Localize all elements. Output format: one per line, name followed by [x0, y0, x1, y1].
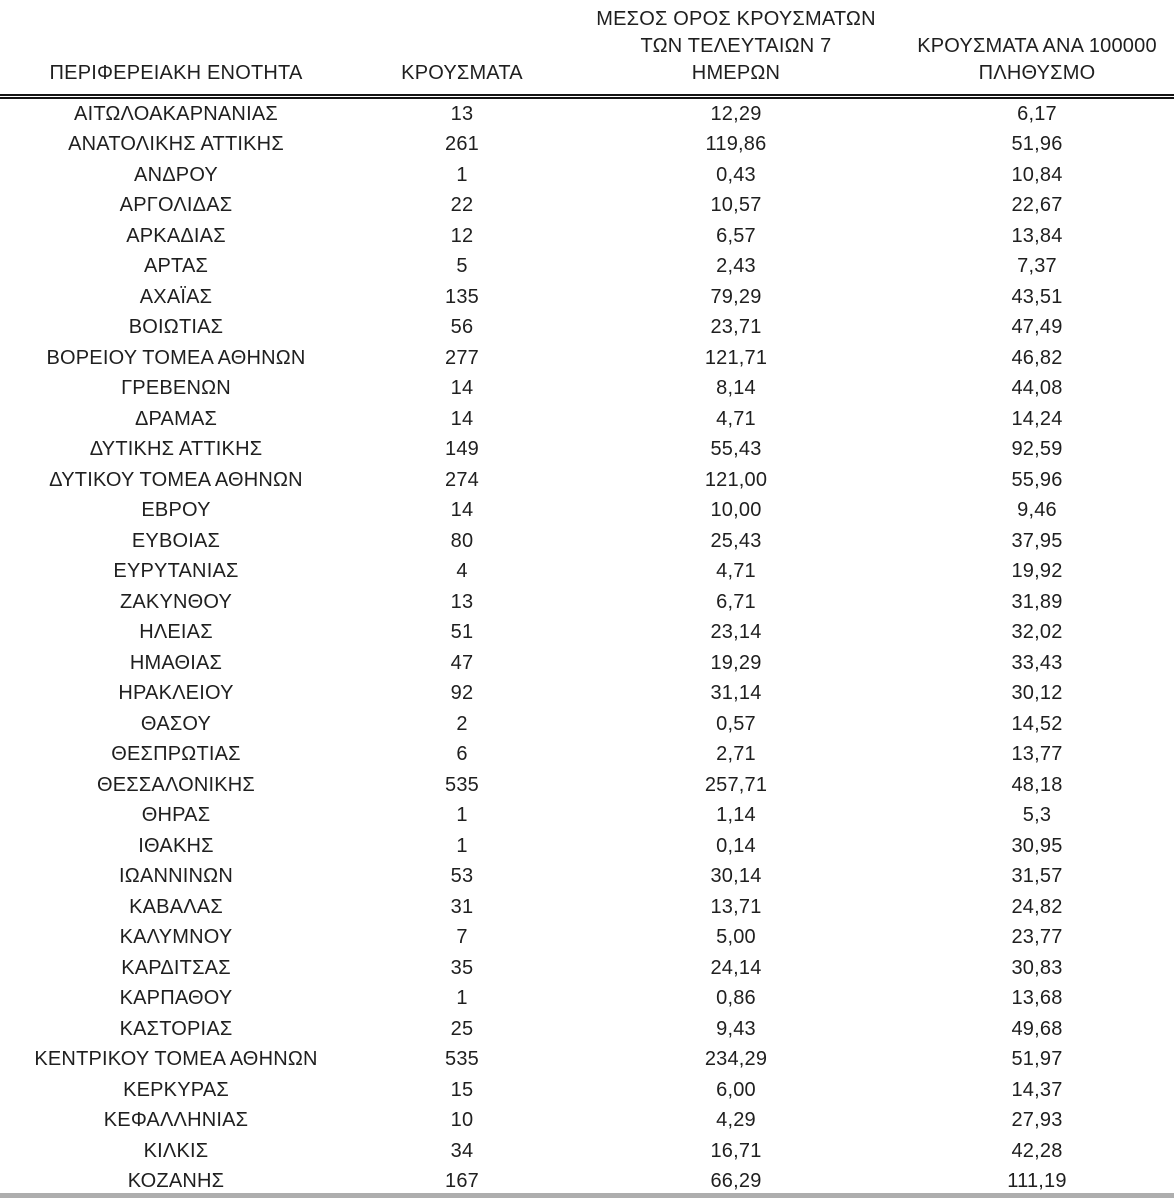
cases-cell: 6 [456, 743, 468, 766]
cases-cell: 149 [445, 438, 479, 461]
table-row [0, 1014, 1174, 1045]
region-cell: ΑΝΔΡΟΥ [134, 163, 218, 186]
avg7-cell: 8,14 [716, 377, 756, 400]
avg7-cell: 0,43 [716, 163, 756, 186]
col-header-cases [352, 0, 572, 97]
per100k-cell: 42,28 [1011, 1139, 1063, 1162]
per100k-cell: 19,92 [1011, 560, 1063, 583]
avg7-cell: 0,14 [716, 834, 756, 857]
table-row [0, 404, 1174, 435]
region-cell: ΑΙΤΩΛΟΑΚΑΡΝΑΝΙΑΣ [74, 102, 278, 125]
region-cell: ΘΕΣΣΑΛΟΝΙΚΗΣ [96, 773, 255, 796]
table-row [0, 465, 1174, 496]
table-row [0, 130, 1174, 161]
avg7-cell: 25,43 [710, 529, 762, 552]
cases-cell: 535 [445, 1048, 479, 1071]
per100k-cell: 30,95 [1011, 834, 1063, 857]
region-cell: ΔΡΑΜΑΣ [134, 407, 218, 430]
avg7-cell: 0,57 [716, 712, 756, 735]
bottom-divider [0, 1193, 1174, 1198]
avg7-cell: 23,71 [710, 316, 762, 339]
per100k-cell: 6,17 [1017, 102, 1057, 125]
per100k-cell: 7,37 [1017, 255, 1057, 278]
per100k-cell: 14,52 [1011, 712, 1063, 735]
per100k-cell: 32,02 [1011, 621, 1063, 644]
table-row [0, 343, 1174, 374]
cases-cell: 535 [445, 773, 479, 796]
cases-cell: 7 [456, 926, 468, 949]
table-row [0, 557, 1174, 588]
avg7-cell: 55,43 [710, 438, 762, 461]
avg7-cell: 4,71 [716, 407, 756, 430]
cases-cell: 25 [450, 1017, 474, 1040]
region-cell: ΓΡΕΒΕΝΩΝ [121, 377, 231, 400]
per100k-cell: 43,51 [1011, 285, 1063, 308]
region-cell: ΑΧΑΪΑΣ [139, 285, 213, 308]
per100k-cell: 24,82 [1011, 895, 1063, 918]
cases-cell: 53 [450, 865, 474, 888]
avg7-cell: 119,86 [705, 133, 767, 156]
per100k-cell: 55,96 [1011, 468, 1063, 491]
avg7-cell: 16,71 [710, 1139, 762, 1162]
table-row [0, 831, 1174, 862]
per100k-cell: 51,96 [1011, 133, 1063, 156]
region-cell: ΔΥΤΙΚΗΣ ΑΤΤΙΚΗΣ [89, 438, 263, 461]
per100k-cell: 33,43 [1011, 651, 1063, 674]
cases-cell: 12 [450, 224, 474, 247]
avg7-cell: 1,14 [716, 804, 756, 827]
region-cell: ΕΒΡΟΥ [141, 499, 211, 522]
per100k-cell: 30,12 [1011, 682, 1063, 705]
avg7-cell: 10,57 [710, 194, 762, 217]
cases-cell: 277 [445, 346, 479, 369]
table-row [0, 1136, 1174, 1167]
per100k-cell: 31,57 [1011, 865, 1063, 888]
cases-cell: 4 [456, 560, 468, 583]
per100k-cell: 51,97 [1011, 1048, 1063, 1071]
per100k-cell: 92,59 [1011, 438, 1063, 461]
region-cell: ΚΑΣΤΟΡΙΑΣ [119, 1017, 233, 1040]
region-cell: ΑΡΤΑΣ [143, 255, 209, 278]
table-row [0, 526, 1174, 557]
cases-cell: 1 [456, 987, 468, 1010]
col-header-avg7 [572, 0, 900, 97]
col-header-per100k [900, 0, 1174, 97]
region-cell: ΗΜΑΘΙΑΣ [129, 651, 223, 674]
per100k-cell: 47,49 [1011, 316, 1063, 339]
table-row [0, 679, 1174, 710]
cases-cell: 1 [456, 163, 468, 186]
table-row [0, 923, 1174, 954]
cases-cell: 31 [450, 895, 474, 918]
table-row [0, 374, 1174, 405]
region-cell: ΚΑΡΠΑΘΟΥ [119, 987, 233, 1010]
table-row [0, 1106, 1174, 1137]
region-cell: ΕΥΒΟΙΑΣ [131, 529, 221, 552]
region-cell: ΕΥΡΥΤΑΝΙΑΣ [113, 560, 239, 583]
region-cell: ΗΡΑΚΛΕΙΟΥ [118, 682, 234, 705]
table-row [0, 435, 1174, 466]
table-row [0, 892, 1174, 923]
avg7-cell: 12,29 [710, 102, 762, 125]
table-row [0, 709, 1174, 740]
per100k-cell: 49,68 [1011, 1017, 1063, 1040]
per100k-cell: 13,84 [1011, 224, 1063, 247]
avg7-cell: 13,71 [710, 895, 762, 918]
cases-cell: 34 [450, 1139, 474, 1162]
avg7-cell: 19,29 [710, 651, 762, 674]
avg7-cell: 2,71 [716, 743, 756, 766]
region-cell: ΒΟΡΕΙΟΥ ΤΟΜΕΑ ΑΘΗΝΩΝ [46, 346, 306, 369]
header-row [0, 0, 1174, 97]
region-cell: ΘΗΡΑΣ [141, 804, 211, 827]
region-cell: ΚΑΡΔΙΤΣΑΣ [121, 956, 231, 979]
table-row [0, 648, 1174, 679]
per100k-cell: 44,08 [1011, 377, 1063, 400]
cases-cell: 22 [450, 194, 474, 217]
cases-cell: 1 [456, 834, 468, 857]
region-cell: ΘΑΣΟΥ [140, 712, 212, 735]
cases-cell: 35 [450, 956, 474, 979]
table-row [0, 160, 1174, 191]
avg7-cell: 79,29 [710, 285, 762, 308]
region-cell: ΑΡΓΟΛΙΔΑΣ [119, 194, 233, 217]
region-cell: ΙΘΑΚΗΣ [138, 834, 214, 857]
cases-cell: 56 [450, 316, 474, 339]
cases-cell: 92 [450, 682, 474, 705]
table-row [0, 740, 1174, 771]
cases-cell: 10 [450, 1109, 474, 1132]
table-row [0, 252, 1174, 283]
cases-cell: 14 [450, 377, 474, 400]
cases-cell: 13 [450, 102, 474, 125]
cases-cell: 135 [445, 285, 479, 308]
region-cell: ΚΑΛΥΜΝΟΥ [119, 926, 233, 949]
col-header-region [0, 0, 352, 97]
table-row [0, 953, 1174, 984]
table-row [0, 770, 1174, 801]
per100k-cell: 111,19 [1007, 1170, 1067, 1193]
cases-cell: 167 [445, 1170, 479, 1193]
per100k-cell: 13,77 [1011, 743, 1063, 766]
avg7-cell: 257,71 [704, 773, 768, 796]
table-row [0, 221, 1174, 252]
col-header-avg7-line3: ΗΜΕΡΩΝ [691, 62, 781, 84]
region-cell: ΑΝΑΤΟΛΙΚΗΣ ΑΤΤΙΚΗΣ [68, 133, 284, 156]
region-cell: ΑΡΚΑΔΙΑΣ [126, 224, 226, 247]
table-row [0, 1045, 1174, 1076]
per100k-cell: 30,83 [1011, 956, 1063, 979]
region-cell: ΚΕΦΑΛΛΗΝΙΑΣ [103, 1109, 249, 1132]
col-header-per100k-line1: ΚΡΟΥΣΜΑΤΑ ΑΝΑ 100000 [917, 35, 1157, 57]
per100k-cell: 27,93 [1011, 1109, 1063, 1132]
avg7-cell: 121,00 [704, 468, 768, 491]
avg7-cell: 66,29 [710, 1170, 762, 1193]
table-row [0, 618, 1174, 649]
cases-cell: 47 [450, 651, 474, 674]
avg7-cell: 2,43 [716, 255, 756, 278]
cases-cell: 51 [450, 621, 474, 644]
region-cell: ΔΥΤΙΚΟΥ ΤΟΜΕΑ ΑΘΗΝΩΝ [49, 468, 303, 491]
per100k-cell: 10,84 [1011, 163, 1063, 186]
cases-cell: 14 [450, 499, 474, 522]
table-row [0, 801, 1174, 832]
cases-cell: 274 [445, 468, 479, 491]
avg7-cell: 4,29 [716, 1109, 756, 1132]
avg7-cell: 6,00 [716, 1078, 756, 1101]
avg7-cell: 5,00 [716, 926, 756, 949]
avg7-cell: 4,71 [716, 560, 756, 583]
cases-cell: 1 [456, 804, 468, 827]
table-row [0, 282, 1174, 313]
per100k-cell: 23,77 [1011, 926, 1063, 949]
per100k-cell: 5,3 [1022, 804, 1052, 827]
col-header-region-label: ΠΕΡΙΦΕΡΕΙΑΚΗ ΕΝΟΤΗΤΑ [49, 62, 303, 84]
region-cell: ΚΙΛΚΙΣ [143, 1139, 209, 1162]
region-cell: ΚΟΖΑΝΗΣ [127, 1170, 225, 1193]
table-row [0, 1075, 1174, 1106]
region-cell: ΖΑΚΥΝΘΟΥ [119, 590, 233, 613]
per100k-cell: 13,68 [1011, 987, 1063, 1010]
per100k-cell: 48,18 [1011, 773, 1063, 796]
cases-cell: 2 [456, 712, 468, 735]
col-header-cases-label: ΚΡΟΥΣΜΑΤΑ [401, 62, 523, 84]
region-cell: ΗΛΕΙΑΣ [139, 621, 213, 644]
table-body [0, 97, 1174, 1198]
avg7-cell: 6,71 [716, 590, 756, 613]
per100k-cell: 14,37 [1011, 1078, 1063, 1101]
cases-cell: 80 [450, 529, 474, 552]
avg7-cell: 23,14 [710, 621, 762, 644]
cases-cell: 261 [445, 133, 479, 156]
table-row [0, 984, 1174, 1015]
table-row [0, 191, 1174, 222]
table-row [0, 496, 1174, 527]
per100k-cell: 14,24 [1011, 407, 1063, 430]
region-cell: ΙΩΑΝΝΙΝΩΝ [119, 865, 233, 888]
table-row [0, 97, 1174, 130]
cases-cell: 5 [456, 255, 468, 278]
per100k-cell: 22,67 [1011, 194, 1063, 217]
table-row [0, 587, 1174, 618]
region-cell: ΚΑΒΑΛΑΣ [129, 895, 223, 918]
cases-cell: 14 [450, 407, 474, 430]
avg7-cell: 9,43 [716, 1017, 756, 1040]
cases-cell: 15 [450, 1078, 474, 1101]
table-header [0, 0, 1174, 97]
col-header-avg7-line1: ΜΕΣΟΣ ΟΡΟΣ ΚΡΟΥΣΜΑΤΩΝ [596, 8, 876, 30]
avg7-cell: 10,00 [710, 499, 762, 522]
avg7-cell: 121,71 [704, 346, 768, 369]
avg7-cell: 30,14 [710, 865, 762, 888]
per100k-cell: 9,46 [1017, 499, 1057, 522]
avg7-cell: 31,14 [710, 682, 762, 705]
region-cell: ΚΕΝΤΡΙΚΟΥ ΤΟΜΕΑ ΑΘΗΝΩΝ [34, 1048, 318, 1071]
table-row [0, 862, 1174, 893]
avg7-cell: 6,57 [716, 224, 756, 247]
table-row [0, 313, 1174, 344]
region-cell: ΒΟΙΩΤΙΑΣ [128, 316, 224, 339]
cases-cell: 13 [450, 590, 474, 613]
col-header-avg7-line2: ΤΩΝ ΤΕΛΕΥΤΑΙΩΝ 7 [640, 35, 832, 57]
per100k-cell: 46,82 [1011, 346, 1063, 369]
avg7-cell: 0,86 [716, 987, 756, 1010]
avg7-cell: 24,14 [710, 956, 762, 979]
per100k-cell: 37,95 [1011, 529, 1063, 552]
per100k-cell: 31,89 [1011, 590, 1063, 613]
avg7-cell: 234,29 [704, 1048, 768, 1071]
region-cell: ΚΕΡΚΥΡΑΣ [123, 1078, 229, 1101]
col-header-per100k-line2: ΠΛΗΘΥΣΜΟ [978, 62, 1096, 84]
region-cell: ΘΕΣΠΡΩΤΙΑΣ [111, 743, 241, 766]
